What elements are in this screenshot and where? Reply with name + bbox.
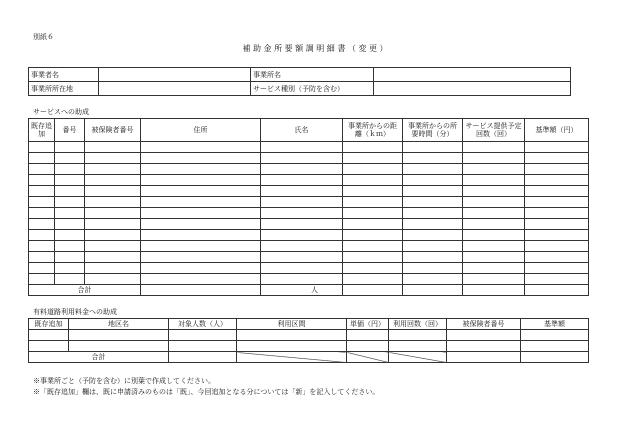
toll-row-cell[interactable] (347, 341, 389, 352)
service-row-cell[interactable] (141, 175, 261, 186)
toll-col-insured-number: 被保険者番号 (447, 319, 521, 330)
service-row-cell[interactable] (85, 175, 141, 186)
col-existing: 既存追加 (29, 119, 55, 142)
service-row-cell[interactable] (343, 208, 403, 219)
service-row-cell[interactable] (85, 164, 141, 175)
service-row (29, 175, 589, 186)
col-number: 番号 (55, 119, 85, 142)
service-row (29, 263, 589, 274)
toll-col-uses: 利用回数（回） (389, 319, 447, 330)
service-row-cell[interactable] (55, 263, 85, 274)
service-row-cell[interactable] (29, 219, 55, 230)
service-total-people-unit: 人 (261, 285, 343, 296)
col-insured-number: 被保険者番号 (85, 119, 141, 142)
service-row-cell[interactable] (525, 230, 589, 241)
toll-row-cell[interactable] (29, 341, 69, 352)
service-row-cell[interactable] (343, 252, 403, 263)
service-row-cell[interactable] (261, 263, 343, 274)
service-row (29, 252, 589, 263)
service-row-cell[interactable] (29, 186, 55, 197)
service-row-cell[interactable] (55, 175, 85, 186)
service-row-cell[interactable] (525, 197, 589, 208)
service-row-cell[interactable] (463, 164, 525, 175)
toll-total-unit-price-diagonal (347, 352, 389, 363)
service-rows (29, 142, 589, 285)
service-row-cell[interactable] (463, 197, 525, 208)
service-row-cell[interactable] (29, 142, 55, 153)
service-row (29, 153, 589, 164)
service-row-cell[interactable] (525, 219, 589, 230)
service-row-cell[interactable] (261, 175, 343, 186)
toll-col-unit-price: 単価（円） (347, 319, 389, 330)
note-2: ※「既存追加」欄は、既に申請済みのものは「既」、今回追加となる分については「新」を記入してください。 (33, 388, 380, 396)
service-row-cell[interactable] (525, 175, 589, 186)
toll-row-cell[interactable] (237, 341, 347, 352)
service-row-cell[interactable] (463, 252, 525, 263)
service-row-cell[interactable] (261, 219, 343, 230)
service-row-cell[interactable] (261, 186, 343, 197)
location-value[interactable] (99, 82, 251, 96)
service-row-cell[interactable] (343, 241, 403, 252)
service-type-value[interactable] (374, 82, 571, 96)
service-row-cell[interactable] (403, 263, 463, 274)
service-total-row (29, 285, 589, 296)
service-row-cell[interactable] (261, 142, 343, 153)
service-row-cell[interactable] (403, 164, 463, 175)
operator-value[interactable] (99, 68, 251, 82)
service-row-cell[interactable] (29, 241, 55, 252)
toll-row (29, 341, 589, 352)
service-section-heading: サービスへの助成 (33, 108, 89, 116)
toll-col-section: 利用区間 (237, 319, 347, 330)
service-row-cell[interactable] (343, 186, 403, 197)
service-row-cell[interactable] (55, 197, 85, 208)
service-row-cell[interactable] (261, 164, 343, 175)
col-name: 氏名 (261, 119, 343, 142)
service-row-cell[interactable] (85, 263, 141, 274)
service-row-cell[interactable] (141, 208, 261, 219)
service-row-cell[interactable] (403, 241, 463, 252)
col-planned-count: サービス提供予定回数（回） (463, 119, 525, 142)
service-row-cell[interactable] (85, 197, 141, 208)
toll-row-cell[interactable] (237, 330, 347, 341)
service-row-cell[interactable] (261, 274, 343, 285)
toll-row-cell[interactable] (29, 330, 69, 341)
service-row-cell[interactable] (29, 153, 55, 164)
service-row-cell[interactable] (261, 241, 343, 252)
service-row-cell[interactable] (463, 153, 525, 164)
toll-col-subjects: 対象人数（人） (169, 319, 237, 330)
service-row-cell[interactable] (85, 230, 141, 241)
service-row-cell[interactable] (29, 197, 55, 208)
service-row-cell[interactable] (141, 186, 261, 197)
service-row-cell[interactable] (403, 219, 463, 230)
toll-row-cell[interactable] (169, 341, 237, 352)
service-row-cell[interactable] (463, 274, 525, 285)
service-row-cell[interactable] (343, 274, 403, 285)
service-row-cell[interactable] (85, 241, 141, 252)
service-row-cell[interactable] (343, 164, 403, 175)
service-row-cell[interactable] (463, 241, 525, 252)
toll-col-area: 地区名 (69, 319, 169, 330)
toll-row-cell[interactable] (69, 341, 169, 352)
toll-total-uses-diagonal (389, 352, 447, 363)
service-row (29, 164, 589, 175)
service-row-cell[interactable] (463, 175, 525, 186)
service-row-cell[interactable] (343, 219, 403, 230)
service-row (29, 142, 589, 153)
toll-col-base-amount: 基準額 (521, 319, 589, 330)
service-row-cell[interactable] (403, 153, 463, 164)
service-total-label: 合計 (29, 285, 141, 296)
service-row-cell[interactable] (463, 230, 525, 241)
service-row (29, 230, 589, 241)
service-row-cell[interactable] (55, 153, 85, 164)
service-row-cell[interactable] (141, 274, 261, 285)
service-row-cell[interactable] (463, 142, 525, 153)
service-type-label: サービス種別（予防を含む） (251, 82, 374, 96)
service-row-cell[interactable] (463, 186, 525, 197)
service-row-cell[interactable] (85, 219, 141, 230)
service-row-cell[interactable] (29, 274, 55, 285)
service-row-cell[interactable] (55, 186, 85, 197)
service-row-cell[interactable] (343, 230, 403, 241)
service-row-cell[interactable] (55, 241, 85, 252)
toll-row-cell[interactable] (447, 330, 521, 341)
toll-row (29, 330, 589, 341)
service-row-cell[interactable] (141, 252, 261, 263)
service-row-cell[interactable] (261, 153, 343, 164)
service-row-cell[interactable] (261, 208, 343, 219)
toll-row-cell[interactable] (389, 330, 447, 341)
service-row-cell[interactable] (525, 208, 589, 219)
service-row-cell[interactable] (403, 142, 463, 153)
service-row-cell[interactable] (525, 252, 589, 263)
service-row-cell[interactable] (85, 274, 141, 285)
toll-total-label: 合計 (29, 352, 169, 363)
service-row (29, 186, 589, 197)
service-row-cell[interactable] (403, 274, 463, 285)
service-table (28, 118, 589, 296)
service-row (29, 219, 589, 230)
service-row-cell[interactable] (525, 241, 589, 252)
service-row-cell[interactable] (525, 142, 589, 153)
office-label: 事業所名 (251, 68, 374, 82)
service-row-cell[interactable] (55, 208, 85, 219)
info-table (28, 67, 571, 96)
page-title: 補 助 金 所 要 額 調 明 細 書 （ 変 更 ） (242, 44, 388, 53)
location-label: 事業所所在地 (29, 82, 99, 96)
service-row-cell[interactable] (525, 164, 589, 175)
service-row-cell[interactable] (141, 164, 261, 175)
service-row-cell[interactable] (55, 219, 85, 230)
service-row-cell[interactable] (343, 263, 403, 274)
service-row-cell[interactable] (141, 241, 261, 252)
service-row-cell[interactable] (343, 197, 403, 208)
service-row-cell[interactable] (85, 252, 141, 263)
service-row-cell[interactable] (403, 175, 463, 186)
service-row (29, 197, 589, 208)
service-row-cell[interactable] (141, 142, 261, 153)
service-row-cell[interactable] (141, 230, 261, 241)
service-row-cell[interactable] (525, 153, 589, 164)
service-row-cell[interactable] (463, 208, 525, 219)
service-row-cell[interactable] (85, 186, 141, 197)
service-row-cell[interactable] (343, 153, 403, 164)
service-row-cell[interactable] (85, 153, 141, 164)
service-row-cell[interactable] (141, 219, 261, 230)
service-row-cell[interactable] (29, 208, 55, 219)
service-row-cell[interactable] (55, 252, 85, 263)
doc-label: 別紙６ (33, 33, 54, 41)
service-row-cell[interactable] (525, 263, 589, 274)
service-row-cell[interactable] (29, 230, 55, 241)
service-row-cell[interactable] (29, 252, 55, 263)
service-row-cell[interactable] (463, 219, 525, 230)
note-1: ※事業所ごと（予防を含む）に別葉で作成してください。 (33, 377, 215, 385)
service-row (29, 208, 589, 219)
service-row-cell[interactable] (343, 175, 403, 186)
toll-section-heading: 有料道路利用料金への助成 (33, 308, 117, 316)
service-row-cell[interactable] (403, 186, 463, 197)
service-row-cell[interactable] (55, 230, 85, 241)
col-address: 住所 (141, 119, 261, 142)
service-row-cell[interactable] (261, 252, 343, 263)
toll-row-cell[interactable] (389, 341, 447, 352)
service-row-cell[interactable] (463, 263, 525, 274)
toll-total-section-diagonal (237, 352, 347, 363)
service-row-cell[interactable] (29, 175, 55, 186)
office-value[interactable] (374, 68, 571, 82)
service-row-cell[interactable] (403, 208, 463, 219)
service-row-cell[interactable] (29, 164, 55, 175)
operator-label: 事業者名 (29, 68, 99, 82)
service-row-cell[interactable] (261, 230, 343, 241)
service-row-cell[interactable] (403, 252, 463, 263)
service-row-cell[interactable] (525, 274, 589, 285)
service-row-cell[interactable] (261, 197, 343, 208)
service-row-cell[interactable] (55, 142, 85, 153)
service-row-cell[interactable] (55, 164, 85, 175)
col-base-amount: 基準額（円） (525, 119, 589, 142)
service-row-cell[interactable] (525, 186, 589, 197)
toll-table (28, 318, 589, 363)
toll-row-cell[interactable] (69, 330, 169, 341)
toll-col-existing: 既存追加 (29, 319, 69, 330)
toll-row-cell[interactable] (347, 330, 389, 341)
toll-rows (29, 330, 589, 352)
service-row-cell[interactable] (403, 197, 463, 208)
service-row-cell[interactable] (141, 153, 261, 164)
col-distance: 事業所からの距離（ｋｍ） (343, 119, 403, 142)
service-row-cell[interactable] (55, 274, 85, 285)
service-row (29, 241, 589, 252)
service-row-cell[interactable] (403, 230, 463, 241)
service-row-cell[interactable] (141, 263, 261, 274)
toll-row-cell[interactable] (169, 330, 237, 341)
service-row-cell[interactable] (141, 197, 261, 208)
toll-row-cell[interactable] (521, 341, 589, 352)
service-row-cell[interactable] (85, 208, 141, 219)
service-row-cell[interactable] (85, 142, 141, 153)
service-row-cell[interactable] (29, 263, 55, 274)
toll-row-cell[interactable] (447, 341, 521, 352)
col-time: 事業所からの所要時間（分） (403, 119, 463, 142)
service-row (29, 274, 589, 285)
service-row-cell[interactable] (343, 142, 403, 153)
toll-row-cell[interactable] (521, 330, 589, 341)
toll-total-row (29, 352, 589, 363)
